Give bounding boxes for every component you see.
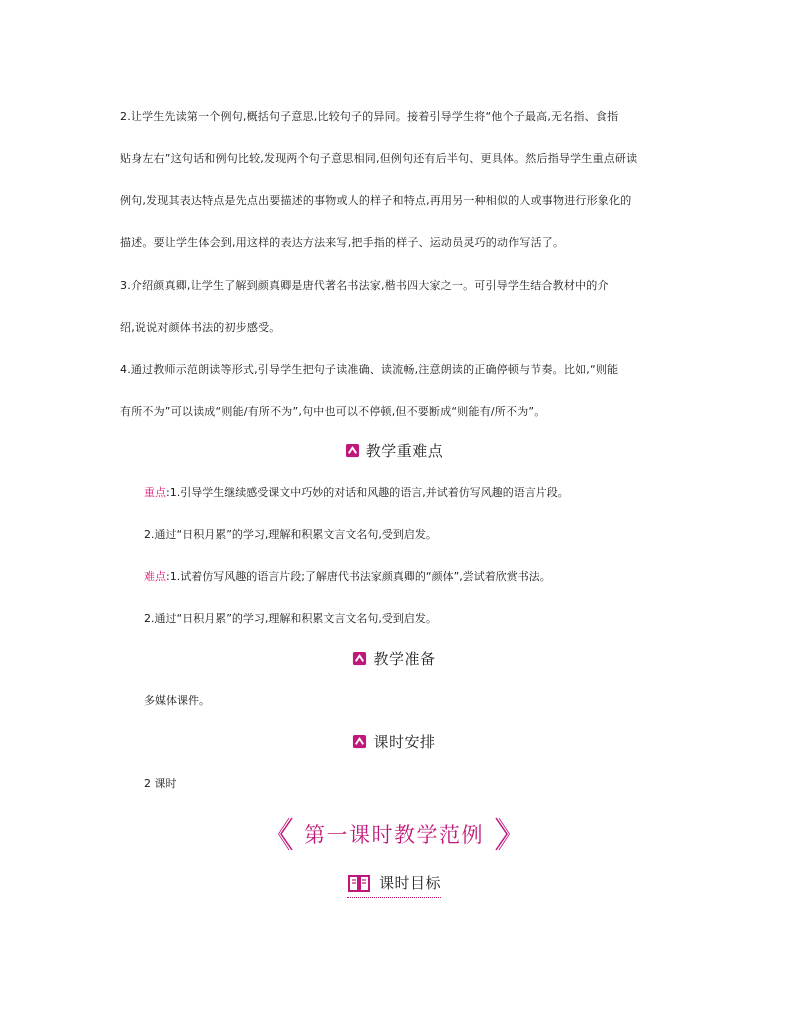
para2-line2: 贴身左右”这句话和例句比较,发现两个句子意思相同,但例句还有后半句、更具体。然后指导学生重点研读 xyxy=(120,152,638,165)
preparation-text: 多媒体课件。 xyxy=(144,694,210,707)
key-point-label: 重点 xyxy=(144,486,166,499)
section-title: 教学重难点 xyxy=(365,442,444,460)
bookmark-arrow-icon xyxy=(352,651,367,666)
key-point-line2: 2.通过“日积月累”的学习,理解和积累文言文名句,受到启发。 xyxy=(144,528,437,541)
right-bracket-icon xyxy=(494,816,510,852)
open-book-icon xyxy=(347,873,371,893)
section-title: 课时安排 xyxy=(373,733,436,751)
bookmark-arrow-icon xyxy=(352,734,367,749)
bookmark-arrow-icon xyxy=(345,443,360,458)
para4-line1: 4.通过教师示范朗读等形式,引导学生把句子读准确、读流畅,注意朗读的正确停顿与节奏。比如,“则能 xyxy=(120,363,619,376)
para2-line3: 例句,发现其表达特点是先点出要描述的事物或人的样子和特点,再用另一种相似的人或事物进行形象化的 xyxy=(120,194,632,207)
para4-line2: 有所不为”可以读成“则能/有所不为”,句中也可以不停顿,但不要断成“则能有/所不为”。 xyxy=(120,405,546,418)
schedule-text: 2 课时 xyxy=(144,777,177,790)
section-key-points xyxy=(0,440,788,461)
section-schedule xyxy=(0,731,788,752)
key-point-line1 xyxy=(144,484,569,500)
para2-line4: 描述。要让学生体会到,用这样的表达方法来写,把手指的样子、运动员灵巧的动作写活了。 xyxy=(120,236,565,249)
para3-line2: 绍,说说对颜体书法的初步感受。 xyxy=(120,321,281,334)
para2-line1: 2.让学生先读第一个例句,概括句子意思,比较句子的异同。接着引导学生将“他个子最高,无名指、食指 xyxy=(120,110,619,123)
objectives-heading-text: 课时目标 xyxy=(378,874,441,892)
lesson-heading xyxy=(0,816,788,852)
difficult-point-text: :1.试着仿写风趣的语言片段;了解唐代书法家颜真卿的“颜体”,尝试着欣赏书法。 xyxy=(166,570,551,583)
difficult-point-line2: 2.通过“日积月累”的学习,理解和积累文言文名句,受到启发。 xyxy=(144,612,437,625)
difficult-point-line1 xyxy=(144,568,551,584)
section-preparation xyxy=(0,648,788,669)
para3-line1: 3.介绍颜真卿,让学生了解到颜真卿是唐代著名书法家,楷书四大家之一。可引导学生结合教材中的介 xyxy=(120,279,609,292)
difficult-point-label: 难点 xyxy=(144,570,166,583)
left-bracket-icon xyxy=(278,816,294,852)
objectives-heading xyxy=(0,872,788,898)
lesson-heading-text: 第一课时教学范例 xyxy=(304,823,484,847)
key-point-text: :1.引导学生继续感受课文中巧妙的对话和风趣的语言,并试着仿写风趣的语言片段。 xyxy=(166,486,569,499)
section-title: 教学准备 xyxy=(373,650,436,668)
